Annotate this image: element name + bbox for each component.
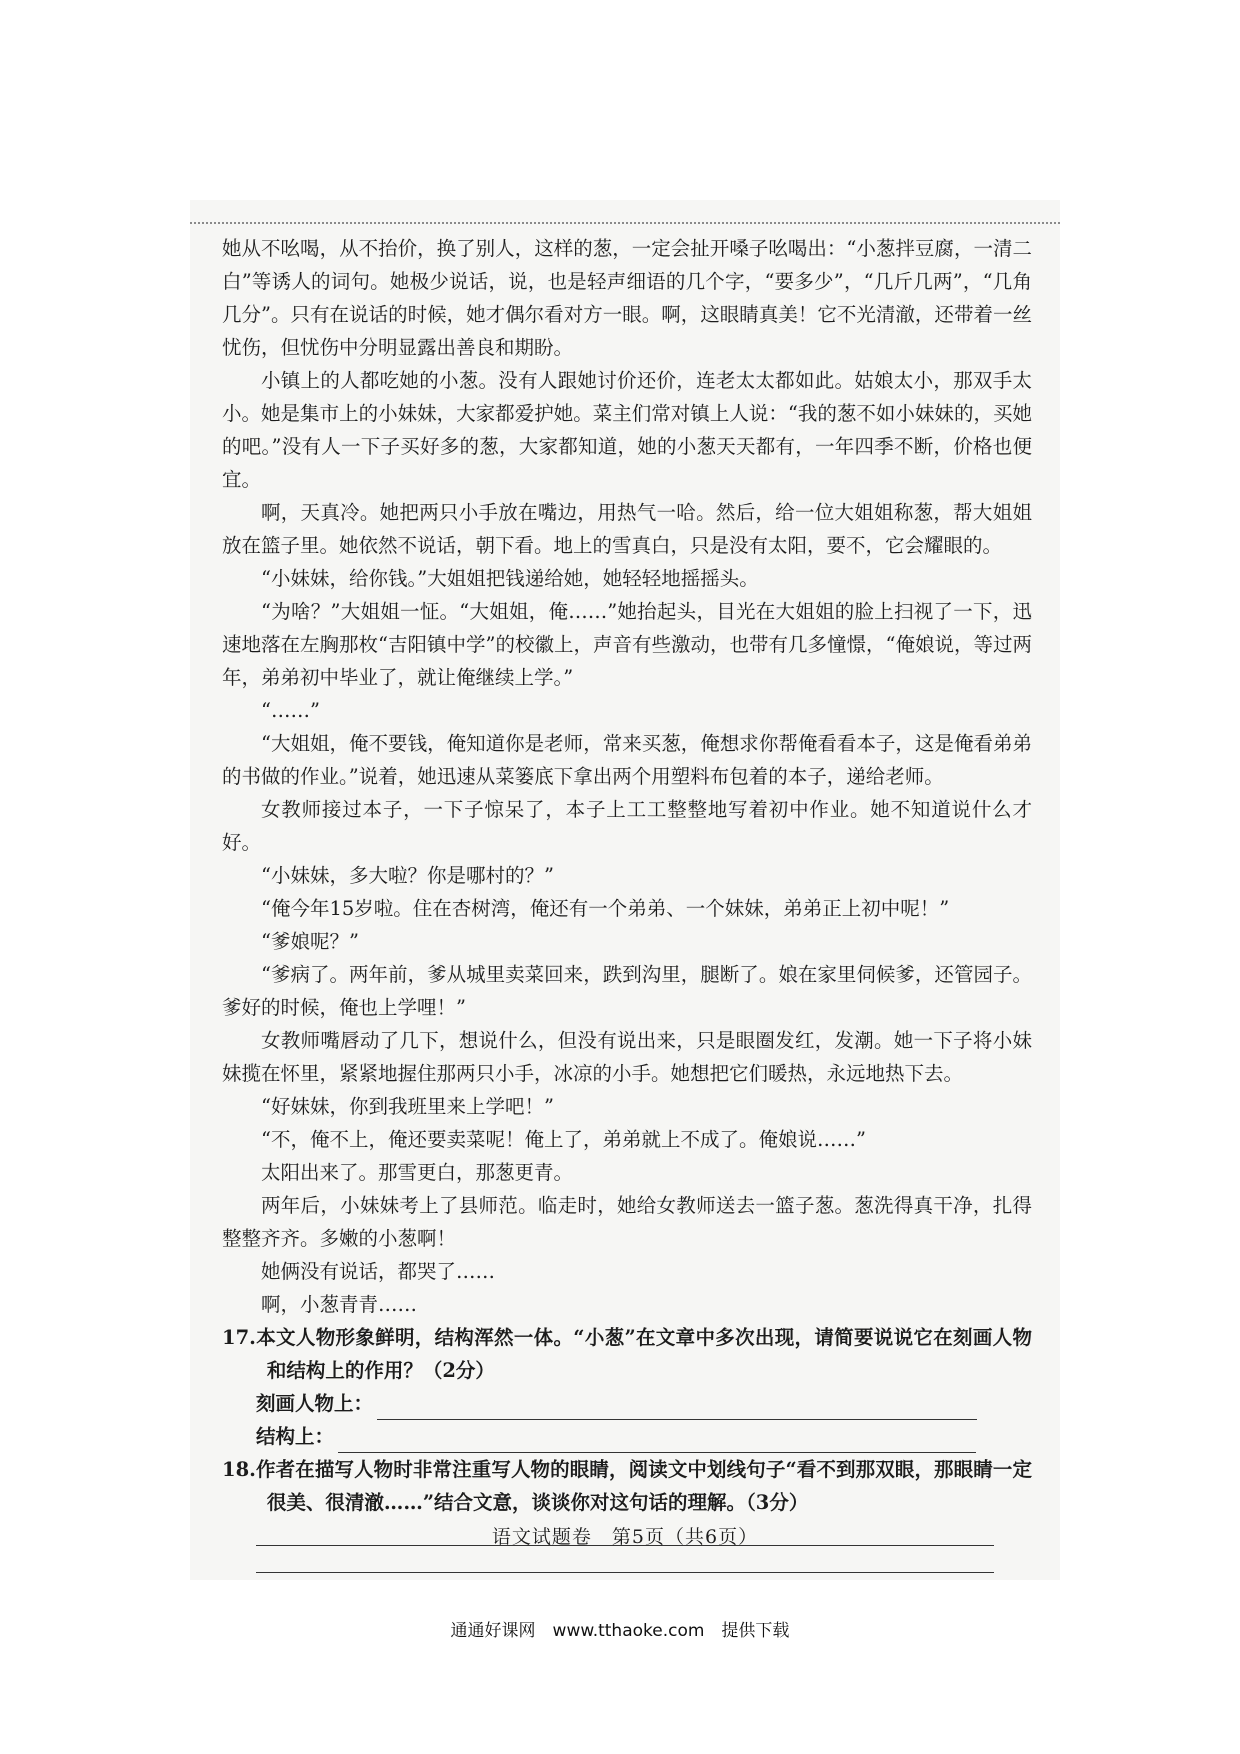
passage-paragraph: 啊，天真冷。她把两只小手放在嘴边，用热气一哈。然后，给一位大姐姐称葱，帮大姐姐放在篮子里。她依然不说话，朝下看。地上的雪真白，只是没有太阳，要不，它会耀眼的。 — [222, 501, 1032, 557]
passage-paragraph: “不，俺不上，俺还要卖菜呢！俺上了，弟弟就上不成了。俺娘说……” — [261, 1128, 866, 1151]
passage-paragraph: “……” — [261, 699, 320, 722]
answer-line-18-2[interactable] — [256, 1546, 994, 1573]
question-18 — [222, 1453, 1032, 1573]
reading-passage — [222, 232, 1032, 1321]
question-17 — [222, 1321, 1032, 1453]
top-dotted-rule — [190, 222, 1060, 224]
passage-paragraph: 太阳出来了。那雪更白，那葱更青。 — [261, 1161, 574, 1184]
answer-row-structure — [222, 1420, 1032, 1453]
passage-paragraph: “小妹妹，给你钱。”大姐姐把钱递给她，她轻轻地摇摇头。 — [261, 567, 759, 590]
passage-paragraph: “为啥？”大姐姐一怔。“大姐姐，俺……”她抬起头，目光在大姐姐的脸上扫视了一下，迅速地落在左胸那枚“吉阳镇中学”的校徽上，声音有些激动，也带有几多憧憬，“俺娘说，等过两年，弟弟初中毕业了，就让俺继续上学。” — [222, 600, 1032, 689]
passage-paragraph: 啊，小葱青青…… — [261, 1293, 418, 1316]
passage-paragraph: “爹娘呢？” — [261, 930, 359, 953]
passage-paragraph: “大姐姐，俺不要钱，俺知道你是老师，常来买葱，俺想求你帮俺看看本子，这是俺看弟弟的书做的作业。”说着，她迅速从菜篓底下拿出两个用塑料布包着的本子，递给老师。 — [222, 732, 1032, 788]
passage-paragraph: “小妹妹，多大啦？你是哪村的？” — [261, 864, 554, 887]
passage-paragraph: 她俩没有说话，都哭了…… — [261, 1260, 496, 1283]
passage-paragraph: 女教师嘴唇动了几下，想说什么，但没有说出来，只是眼圈发红，发潮。她一下子将小妹妹揽在怀里，紧紧地握住那两只小手，冰凉的小手。她想把它们暖热，永远地热下去。 — [222, 1029, 1032, 1085]
answer-line-character[interactable] — [377, 1397, 977, 1420]
passage-paragraph: 小镇上的人都吃她的小葱。没有人跟她讨价还价，连老太太都如此。姑娘太小，那双手太小。她是集市上的小妹妹，大家都爱护她。菜主们常对镇上人说：“我的葱不如小妹妹的，买她的吧。”没有人一下子买好多的葱，大家都知道，她的小葱天天都有，一年四季不断，价格也便宜。 — [222, 369, 1032, 491]
question-17-text: 17.本文人物形象鲜明，结构浑然一体。“小葱”在文章中多次出现，请简要说说它在刻画人物和结构上的作用？（2分） — [222, 1326, 1032, 1382]
passage-paragraph: 她从不吆喝，从不抬价，换了别人，这样的葱，一定会扯开嗓子吆喝出：“小葱拌豆腐，一清二白”等诱人的词句。她极少说话，说，也是轻声细语的几个字，“要多少”，“几斤几两”，“几角几分”。只有在说话的时候，她才偶尔看对方一眼。啊，这眼睛真美！它不光清澈，还带着一丝忧伤，但忧伤中分明显露出善良和期盼。 — [222, 237, 1032, 359]
answer-row-character — [222, 1387, 1032, 1420]
download-source-note: 通通好课网 www.tthaoke.com 提供下载 — [450, 1621, 790, 1641]
passage-paragraph: 两年后，小妹妹考上了县师范。临走时，她给女教师送去一篮子葱。葱洗得真干净，扎得整整齐齐。多嫩的小葱啊！ — [222, 1194, 1032, 1250]
page-number-footer: 语文试题卷 第5页（共6页） — [491, 1526, 759, 1548]
question-18-text: 18.作者在描写人物时非常注重写人物的眼睛，阅读文中划线句子“看不到那双眼，那眼睛一定很美、很清澈……”结合文意，谈谈你对这句话的理解。（3分） — [222, 1458, 1032, 1514]
passage-paragraph: “好妹妹，你到我班里来上学吧！” — [261, 1095, 554, 1118]
passage-paragraph: 女教师接过本子，一下子惊呆了，本子上工工整整地写着初中作业。她不知道说什么才好。 — [222, 798, 1032, 854]
exam-content — [222, 232, 1032, 1573]
passage-paragraph: “爹病了。两年前，爹从城里卖菜回来，跌到沟里，腿断了。娘在家里伺候爹，还管园子。爹好的时候，俺也上学哩！” — [222, 963, 1032, 1019]
answer-line-structure[interactable] — [338, 1430, 976, 1453]
answer-label-character: 刻画人物上： — [256, 1392, 374, 1415]
passage-paragraph: “俺今年15岁啦。住在杏树湾，俺还有一个弟弟、一个妹妹，弟弟正上初中呢！” — [261, 897, 950, 920]
answer-label-structure: 结构上： — [256, 1425, 335, 1448]
